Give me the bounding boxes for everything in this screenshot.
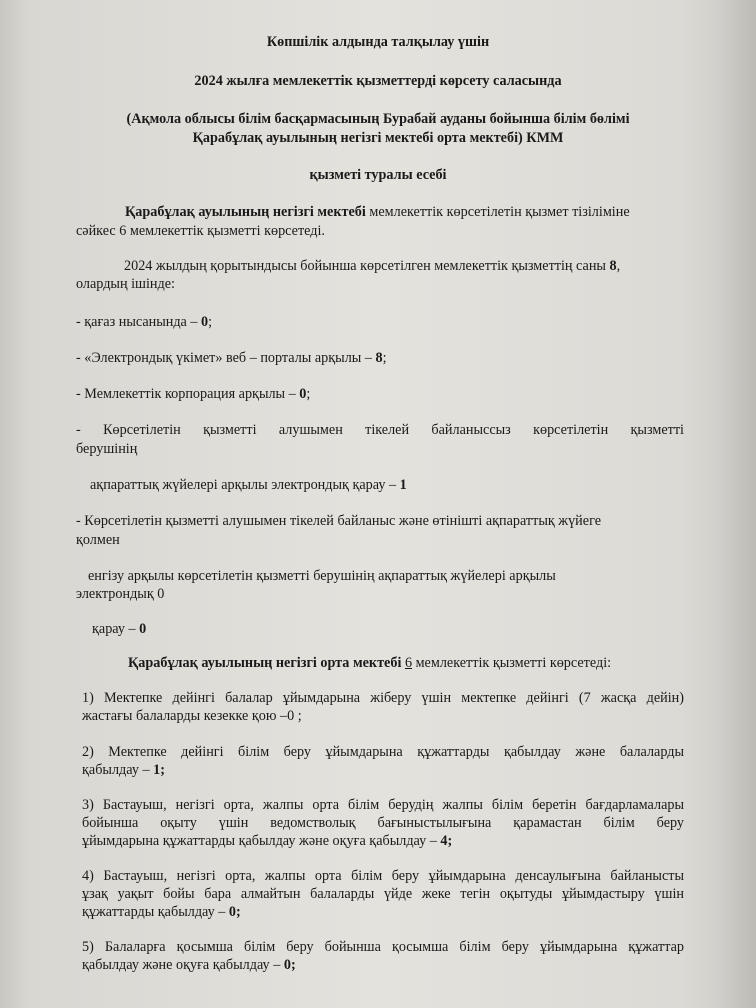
item5-line-3: енгізу арқылы көрсетілетін қызметті берушінің ақпараттық жүйелері арқылы: [88, 568, 556, 584]
item5-line-4: электрондық 0: [76, 586, 165, 602]
service-value: 0: [228, 904, 236, 920]
service-value: 0: [283, 957, 291, 973]
services-header: [128, 655, 611, 672]
item4-line-1: - Көрсетілетін қызметті алушымен тікелей байланыссыз көрсетілетін қызметті: [76, 422, 684, 438]
item-text: - «Электрондық үкімет» веб – порталы арқылы –: [76, 350, 376, 366]
service-1-line-2: жастағы балаларды кезекке қою –0 ;: [82, 708, 302, 724]
services-header-school: Қарабұлақ ауылының негізгі орта мектебі: [128, 655, 405, 671]
intro-line-1: [125, 204, 630, 221]
item4-line-2: берушінің: [76, 441, 138, 457]
item-value: 8: [375, 350, 383, 366]
service-3-line-3: [82, 833, 452, 850]
item-text: - қағаз нысанында –: [76, 314, 202, 330]
service-3-line-2: бойынша оқыту үшін ведомстволық бағыныстылығына қарамастан білім беру: [82, 815, 684, 831]
item-end: ;: [208, 314, 213, 330]
intro-rest: мемлекеттік көрсетілетін қызмет тізіліміне: [365, 204, 630, 220]
item5-text: қарау –: [92, 621, 140, 637]
service-3-line-1: 3) Бастауыш, негізгі орта, жалпы орта білім берудің жалпы білім беретін бағдарламалары: [82, 797, 684, 813]
summary-end: ,: [616, 258, 621, 274]
service-2-line-1: 2) Мектепке дейінгі білім беру ұйымдарына құжаттарды қабылдау және балаларды: [82, 744, 684, 760]
service-end: ;: [290, 957, 296, 973]
item5-line-5: [92, 621, 146, 638]
service-text: құжаттарды қабылдау –: [82, 904, 229, 920]
heading-line-5: қызметі туралы есебі: [309, 167, 447, 183]
summary-total-value: 8: [609, 258, 617, 274]
service-end: ;: [447, 833, 453, 849]
service-4-line-1: 4) Бастауыш, негізгі орта, жалпы орта білім беру ұйымдарына денсаулығына байланысты: [82, 868, 684, 884]
service-5-line-2: [82, 957, 296, 974]
services-header-rest: мемлекеттік қызметті көрсетеді:: [412, 655, 612, 671]
service-value: 4: [440, 833, 448, 849]
service-1-line-1: 1) Мектепке дейінгі балалар ұйымдарына жіберу үшін мектепке дейінгі (7 жасқа дейін): [82, 690, 684, 706]
service-4-line-2: ұзақ уақыт бойы бара алмайтын балаларды үйде жеке тегін оқытуды ұйымдастыру үшін: [82, 886, 684, 902]
service-end: ;: [235, 904, 241, 920]
service-4-line-3: [82, 904, 241, 921]
item5-value: 0: [139, 621, 147, 637]
item5-line-1: - Көрсетілетін қызметті алушымен тікелей байланыс және өтінішті ақпараттық жүйеге: [76, 513, 602, 529]
services-count: 6: [404, 655, 413, 671]
school-name: Қарабұлақ ауылының негізгі мектебі: [125, 204, 366, 220]
item-corporation: [76, 386, 310, 403]
service-text: қабылдау және оқуға қабылдау –: [82, 957, 284, 973]
intro-line-2: сәйкес 6 мемлекеттік қызметті көрсетеді.: [76, 223, 325, 239]
item4-value: 1: [399, 477, 407, 493]
service-text: ұйымдарына құжаттарды қабылдау және оқуға қабылдау –: [82, 833, 441, 849]
service-end: ;: [160, 762, 165, 778]
heading-line-2: 2024 жылға мемлекеттік қызметтерді көрсету саласында: [194, 73, 562, 89]
heading-line-3: (Ақмола облысы білім басқармасының Бурабай ауданы бойынша білім бөлімі: [126, 111, 630, 127]
heading-line-1: Көпшілік алдында талқылау үшін: [266, 34, 490, 50]
item-text: - Мемлекеттік корпорация арқылы –: [76, 386, 300, 402]
summary-text: 2024 жылдың қорытындысы бойынша көрсетілген мемлекеттік қызметтің саны: [124, 258, 610, 274]
item-end: ;: [306, 386, 311, 402]
item-end: ;: [382, 350, 387, 366]
summary-line-1: [124, 258, 620, 275]
item-value: 0: [299, 386, 307, 402]
item-paper: [76, 314, 212, 331]
item4-line-3: [90, 477, 407, 494]
item4-text: ақпараттық жүйелері арқылы электрондық қарау –: [90, 477, 400, 493]
item-value: 0: [201, 314, 209, 330]
summary-line-2: олардың ішінде:: [76, 276, 175, 292]
item-egov: [76, 350, 387, 367]
service-5-line-1: 5) Балаларға қосымша білім беру бойынша қосымша білім беру ұйымдарына құжаттар: [82, 939, 684, 955]
heading-line-4: Қарабұлақ ауылының негізгі мектебі орта мектебі) КММ: [192, 130, 564, 146]
service-text: қабылдау –: [82, 762, 154, 778]
service-value: 1: [153, 762, 161, 778]
service-2-line-2: [82, 762, 165, 779]
item5-line-2: қолмен: [76, 532, 120, 548]
